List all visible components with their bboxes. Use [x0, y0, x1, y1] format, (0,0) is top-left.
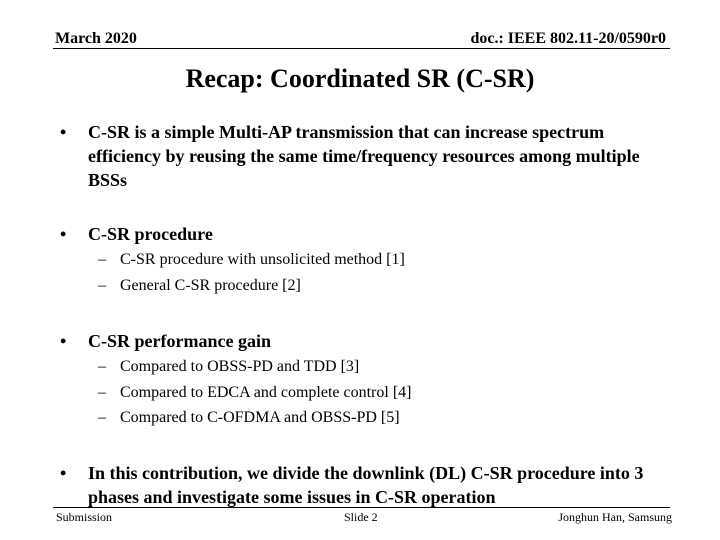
- dash-marker: –: [98, 409, 106, 426]
- sub-bullet-text: General C-SR procedure [2]: [120, 277, 301, 294]
- bullet-item: [60, 222, 670, 246]
- bullet-marker: •: [60, 463, 67, 483]
- dash-marker: –: [98, 384, 106, 401]
- bullet-text: C-SR performance gain: [88, 331, 271, 351]
- sub-bullet-text: Compared to OBSS-PD and TDD [3]: [120, 358, 360, 375]
- sub-bullet-item: [98, 405, 400, 431]
- bullet-item: [60, 329, 670, 353]
- footer-divider: [53, 507, 670, 508]
- header-doc-id: doc.: IEEE 802.11-20/0590r0: [470, 30, 666, 47]
- bullet-marker: •: [60, 122, 67, 142]
- footer-slide-number: Slide 2: [344, 510, 378, 524]
- bullet-item: [60, 461, 670, 509]
- header-date: March 2020: [55, 30, 137, 47]
- footer-author: Jonghun Han, Samsung: [558, 510, 672, 524]
- sub-bullet-text: Compared to C-OFDMA and OBSS-PD [5]: [120, 409, 400, 426]
- bullet-item: [60, 120, 670, 192]
- bullet-text: C-SR is a simple Multi-AP transmission that can increase spectrum efficiency by reusing the same time/frequency resources among multiple BSSs: [88, 122, 640, 190]
- sub-bullet-item: [98, 380, 411, 406]
- bullet-marker: •: [60, 331, 67, 351]
- dash-marker: –: [98, 251, 106, 268]
- bullet-marker: •: [60, 224, 67, 244]
- sub-bullet-text: Compared to EDCA and complete control [4]: [120, 384, 412, 401]
- bullet-text: C-SR procedure: [88, 224, 213, 244]
- slide-title: Recap: Coordinated SR (C-SR): [185, 64, 535, 93]
- sub-bullet-item: [98, 273, 301, 299]
- bullet-text: In this contribution, we divide the downlink (DL) C-SR procedure into 3 phases and investigate some issues in C-SR operation: [88, 463, 644, 507]
- sub-bullet-item: [98, 354, 359, 380]
- header-divider: [53, 48, 670, 49]
- dash-marker: –: [98, 277, 106, 294]
- sub-bullet-item: [98, 247, 405, 273]
- sub-bullet-text: C-SR procedure with unsolicited method [1]: [120, 251, 405, 268]
- dash-marker: –: [98, 358, 106, 375]
- footer-submission: Submission: [56, 510, 113, 524]
